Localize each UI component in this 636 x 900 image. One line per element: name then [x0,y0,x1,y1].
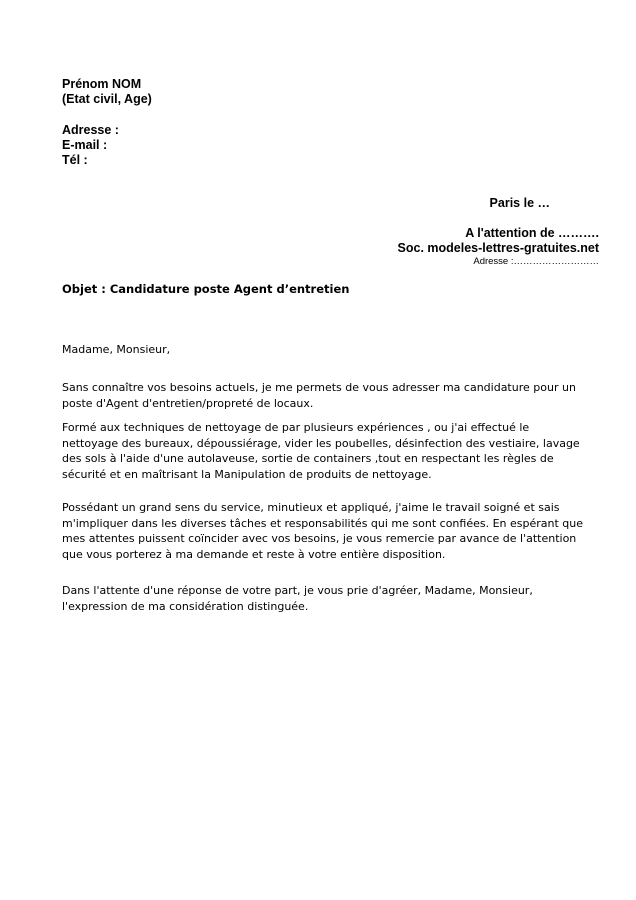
paragraph-line: Dans l'attente d'une réponse de votre part, je vous prie d'agréer, Madame, Monsieur, [62,584,533,597]
paragraph-line: m'impliquer dans les diverses tâches et responsabilités qui me sont confiées. En espérant que [62,516,584,530]
salutation-line: Madame, Monsieur, [62,343,171,356]
letter-subject: Objet : Candidature poste Agent d’entretien [62,282,350,296]
recipient-address: Adresse :……………………… [473,256,599,267]
sender-address-label: Adresse : [62,123,119,137]
paragraph-line: nettoyage des bureaux, dépoussiérage, vider les poubelles, désinfection des vestiaire, lavage [62,436,580,450]
sender-email-label: E-mail : [62,138,108,152]
paragraph-line: mes attentes puissent coïncider avec vos besoins, je vous remercie par avance de l'attention [62,532,577,545]
paragraph-line: Sans connaître vos besoins actuels, je me permets de vous adresser ma candidature pour un [62,381,576,394]
sender-civil-status: (Etat civil, Age) [62,92,152,106]
sender-block [62,77,152,168]
recipient-company: Soc. modeles-lettres-gratuites.net [397,241,599,255]
salutation [62,342,602,358]
paragraph-intro [62,380,602,411]
recipient-block [398,196,599,267]
paragraph-line: Formé aux techniques de nettoyage de par plusieurs expériences , ou j'ai effectué le [62,421,530,434]
paragraph-line: poste d'Agent d'entretien/propreté de locaux. [62,396,314,410]
paragraph-qualities [62,500,602,562]
paragraph-line: des sols à l'aide d'une autolaveuse, sortie de containers ,tout en respectant les règles de [62,452,554,465]
recipient-attention: A l'attention de ………. [465,226,599,240]
paragraph-line: sécurité et en maîtrisant la Manipulation de produits de nettoyage. [62,467,432,481]
sender-phone-label: Tél : [62,153,88,167]
paragraph-line: que vous porterez à ma demande et reste à votre entière disposition. [62,547,446,561]
paragraph-experience [62,420,602,482]
paragraph-line: Possédant un grand sens du service, minutieux et appliqué, j'aime le travail soigné et sais [62,501,560,514]
city-date: Paris le … [489,196,550,210]
sender-name: Prénom NOM [62,77,142,91]
paragraph-line: l'expression de ma considération distinguée. [62,599,309,613]
paragraph-closing [62,583,602,614]
